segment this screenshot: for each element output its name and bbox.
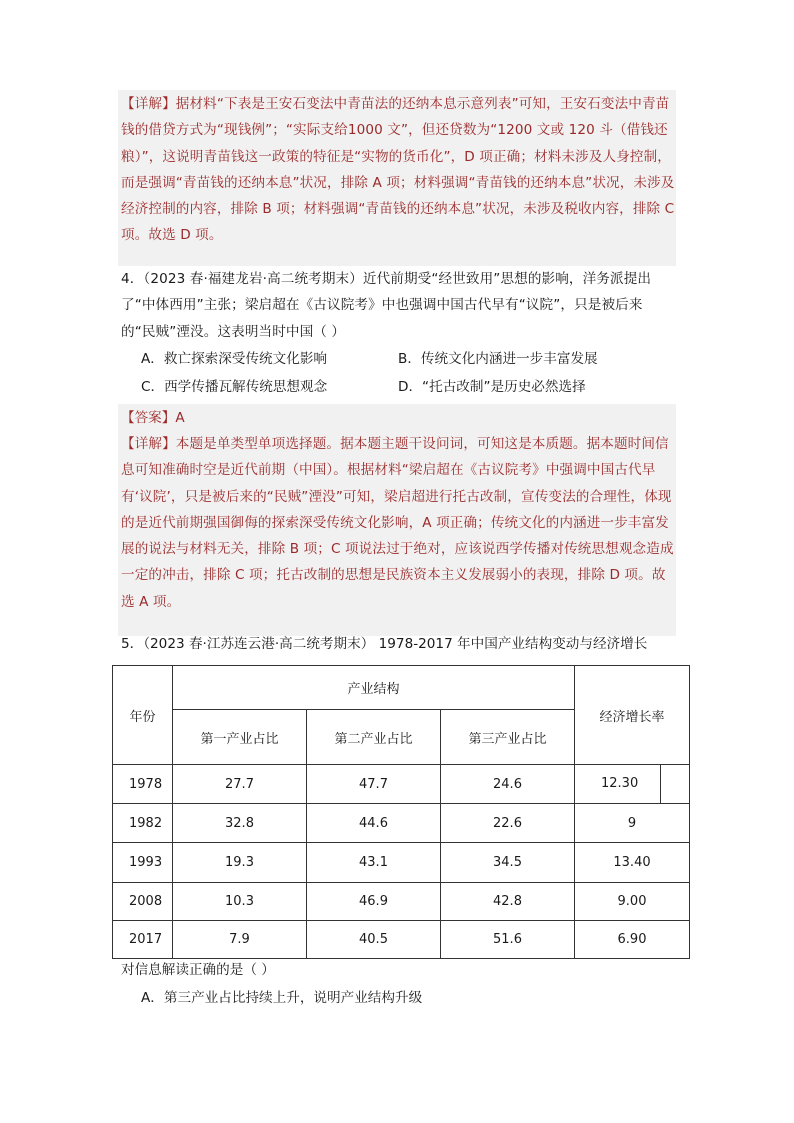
- industry-table: [112, 665, 690, 959]
- table-row: [113, 804, 690, 843]
- cell-secondary: 40.5: [307, 921, 441, 959]
- cell-year: 2017: [113, 921, 173, 959]
- q3-explanation: 【详解】据材料“下表是王安石变法中青苗法的还纳本息示意列表”可知，王安石变法中青苗钱的借贷方式为“现钱例”；“实际支给1000 文”，但还贷数为“1200 文或 120 斗（借钱还粮）”，这说明青苗钱这一政策的特征是“实物的货币化”，D 项正确；材料未涉及人身控制，而是强调“青苗钱的还纳本息”状况，排除 A 项；材料强调“青苗钱的还纳本息”状况，未涉及经济控制的内容，排除 B 项；材料强调“青苗钱的还纳本息”状况，未涉及税收内容，排除 C 项。故选 D 项。: [121, 96, 675, 244]
- cell-growth: 6.90: [575, 921, 690, 959]
- table-row: [113, 883, 690, 921]
- q5-prompt: 对信息解读正确的是（ ）: [121, 962, 275, 978]
- header-secondary-share: 第二产业占比: [307, 710, 441, 765]
- header-growth-rate: 经济增长率: [575, 666, 690, 765]
- cell-primary: 10.3: [173, 883, 307, 921]
- q4-explanation: 【详解】本题是单类型单项选择题。据本题主题干设问词，可知这是本质题。据本题时间信息可知准确时空是近代前期（中国）。根据材料“梁启超在《古议院考》中强调中国古代早有‘议院’，只是被后来的“民贼”湮没”可知，梁启超进行托古改制，宣传变法的合理性，体现的是近代前期强国御侮的探索深受传统文化影响，A 项正确；传统文化的内涵进一步丰富发展的说法与材料无关，排除 B 项；C 项说法过于绝对，应该说西学传播对传统思想观念造成一定的冲击，排除 C 项；托古改制的思想是民族资本主义发展弱小的表现，排除 D 项。故选 A 项。: [121, 436, 674, 610]
- cell-year: 1982: [113, 804, 173, 843]
- table-row: [113, 765, 690, 804]
- cell-tertiary: 51.6: [441, 921, 575, 959]
- table-row: [113, 843, 690, 883]
- cell-secondary: 43.1: [307, 843, 441, 883]
- cell-growth: 13.40: [575, 843, 690, 883]
- header-industry-structure: 产业结构: [173, 666, 575, 710]
- q4-stem: 4．（2023 春·福建龙岩·高二统考期末）近代前期受“经世致用”思想的影响，洋务派提出了“中体西用”主张；梁启超在《古议院考》中也强调中国古代早有“议院”，只是被后来的“民贼”湮没。这表明当时中国（ ）: [121, 271, 652, 340]
- header-year: 年份: [113, 666, 173, 765]
- cell-primary: 32.8: [173, 804, 307, 843]
- header-tertiary-share: 第三产业占比: [441, 710, 575, 765]
- cell-primary: 19.3: [173, 843, 307, 883]
- cell-secondary: 46.9: [307, 883, 441, 921]
- cell-tertiary: 34.5: [441, 843, 575, 883]
- cell-tertiary: 24.6: [441, 765, 575, 804]
- q5-stem: 5．（2023 春·江苏连云港·高二统考期末） 1978-2017 年中国产业结构变动与经济增长: [121, 636, 648, 652]
- q4-option-a: A．救亡探索深受传统文化影响: [141, 351, 328, 367]
- header-primary-share: 第一产业占比: [173, 710, 307, 765]
- cell-primary: 7.9: [173, 921, 307, 959]
- q4-option-d: D．“托古改制”是历史必然选择: [398, 379, 586, 395]
- q4-option-c: C．西学传播瓦解传统思想观念: [141, 379, 328, 395]
- q4-option-b: B．传统文化内涵进一步丰富发展: [398, 351, 598, 367]
- cell-growth-value: 12.30: [575, 765, 689, 803]
- cell-tertiary: 22.6: [441, 804, 575, 843]
- cell-year: 1993: [113, 843, 173, 883]
- cell-secondary: 47.7: [307, 765, 441, 804]
- q4-answer: 【答案】A: [121, 410, 185, 426]
- table-header-row-1: [113, 666, 690, 710]
- table-row: [113, 921, 690, 959]
- cell-growth: 9: [575, 804, 690, 843]
- cell-year: 1978: [113, 765, 173, 804]
- cell-growth: [575, 765, 690, 804]
- cell-growth: 9.00: [575, 883, 690, 921]
- cell-secondary: 44.6: [307, 804, 441, 843]
- cell-primary: 27.7: [173, 765, 307, 804]
- q5-option-a: A．第三产业占比持续上升，说明产业结构升级: [141, 990, 423, 1006]
- cell-tertiary: 42.8: [441, 883, 575, 921]
- cell-year: 2008: [113, 883, 173, 921]
